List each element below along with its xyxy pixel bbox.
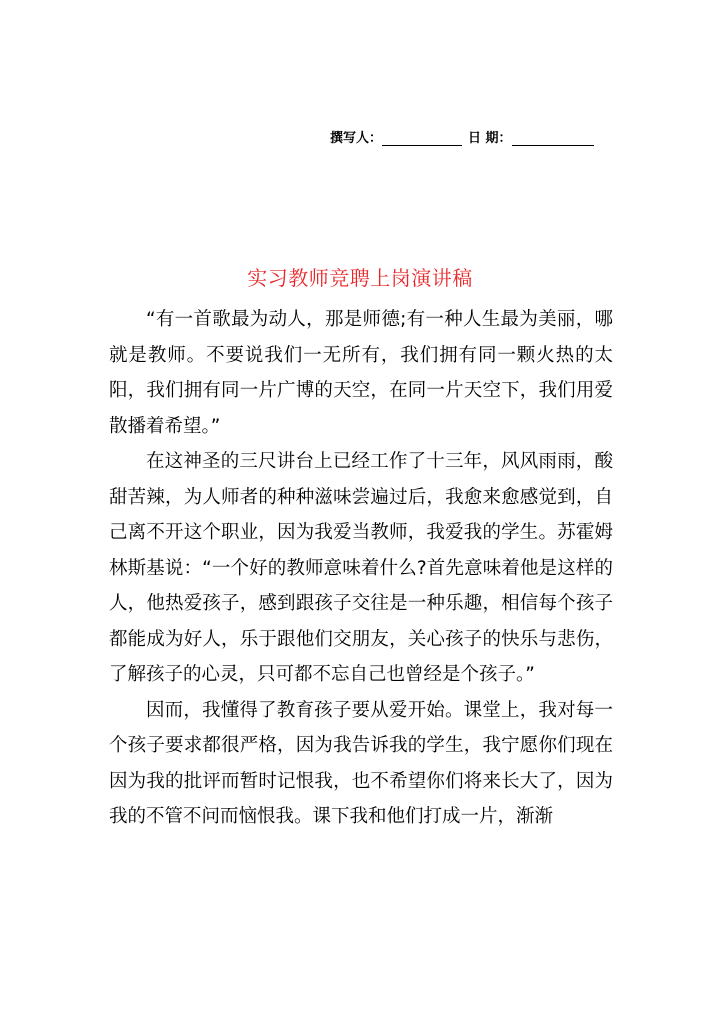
document-title: 实习教师竞聘上岗演讲稿: [247, 266, 473, 290]
author-label: 撰写人：: [330, 131, 383, 146]
document-body: [109, 302, 613, 835]
author-blank: [382, 131, 462, 146]
paragraph: 在这神圣的三尺讲台上已经工作了十三年，风风雨雨，酸甜苦辣，为人师者的种种滋味尝遍过后，我愈来愈感觉到，自己离不开这个职业，因为我爱当教师，我爱我的学生。苏霍姆林斯基说：“一个好的教师意味着什么?首先意味着他是这样的人，他热爱孩子，感到跟孩子交往是一种乐趣，相信每个孩子都能成为好人，乐于跟他们交朋友，关心孩子的快乐与悲伤，了解孩子的心灵，只可都不忘自己也曾经是个孩子。”: [109, 451, 613, 685]
header-signature-line: [330, 124, 620, 146]
paragraph: “有一首歌最为动人，那是师德;有一种人生最为美丽，哪就是教师。不要说我们一无所有，我们拥有同一颗火热的太阳，我们拥有同一片广博的天空，在同一片天空下，我们用爱散播着希望。”: [109, 309, 613, 437]
date-blank: [512, 131, 594, 146]
date-label: 日 期：: [468, 131, 512, 146]
paragraph: 因而，我懂得了教育孩子要从爱开始。课堂上，我对每一个孩子要求都很严格，因为我告诉我的学生，我宁愿你们现在因为我的批评而暂时记恨我，也不希望你们将来长大了，因为我的不管不问而恼恨我。课下我和他们打成一片，渐渐: [109, 699, 613, 827]
